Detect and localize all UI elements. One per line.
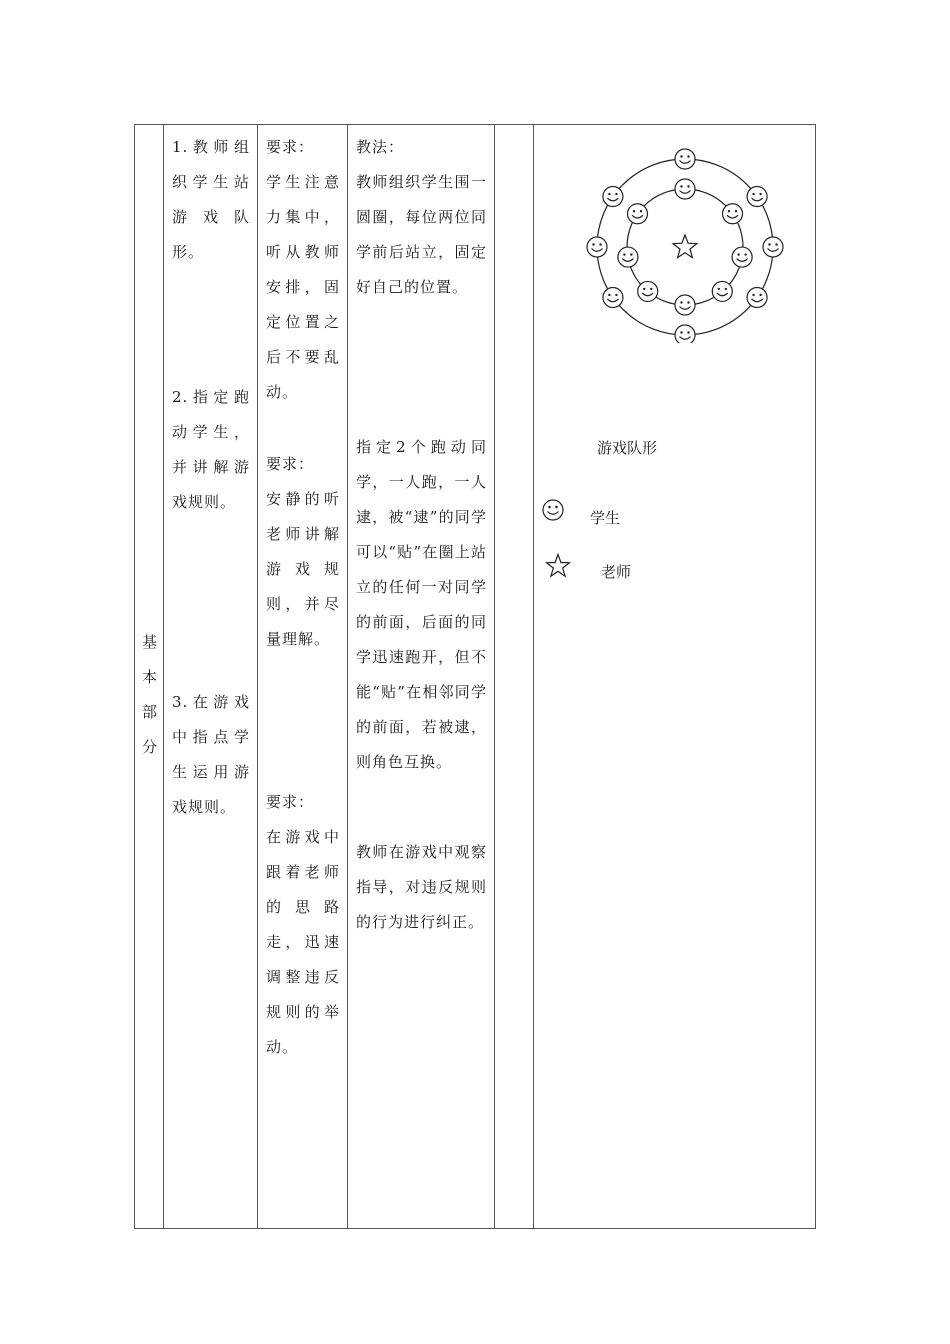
requirement-block-1 [266,130,340,410]
student-smiley-icon [603,187,623,207]
section-label-char: 部 [141,703,157,721]
student-smiley-icon [747,187,767,207]
requirement-title: 要求： [266,455,315,473]
section-label [135,625,164,765]
star-icon [545,553,571,579]
diagram-caption: 游戏队形 [597,439,658,457]
content-item-3: 3.在游戏中指点学生运用游戏规则。 [172,693,250,816]
column-divider [494,125,495,1228]
column-divider [257,125,258,1228]
content-item-2: 2.指定跑动学生，并讲解游戏规则。 [172,388,250,511]
student-smiley-icon [712,281,732,301]
column-divider [533,125,534,1228]
student-faces [587,149,783,343]
requirement-body: 安静的听老师讲解游戏规则，并尽量理解。 [266,490,340,648]
student-smiley-icon [627,204,647,224]
method-body: 教师组织学生围一圆圈，每位两位同学前后站立，固定好自己的位置。 [356,173,487,296]
game-formation-diagram [579,131,799,343]
student-smiley-icon [763,237,783,257]
section-label-char: 分 [141,738,157,756]
student-smiley-icon [747,287,767,307]
requirement-body: 学生注意力集中，听从教师安排，固定位置之后不要乱动。 [266,173,340,401]
teacher-star-icon [673,235,697,258]
requirement-title: 要求： [266,138,315,156]
student-smiley-icon [675,325,695,343]
student-smiley-icon [675,295,695,315]
section-label-char: 本 [141,668,157,686]
student-smiley-icon [587,237,607,257]
content-item-1: 1.教师组织学生站游戏队形。 [172,138,250,261]
requirement-block-2 [266,447,340,657]
student-smiley-icon [638,281,658,301]
lesson-plan-table [134,124,816,1229]
requirement-title: 要求： [266,793,315,811]
method-block-3: 教师在游戏中观察指导，对违反规则的行为进行纠正。 [356,843,487,931]
legend-teacher-label: 老师 [601,563,632,581]
section-label-char: 基 [141,633,157,651]
requirement-block-3 [266,785,340,1065]
student-smiley-icon [618,247,638,267]
legend-student-label: 学生 [590,509,621,527]
student-smiley-icon [603,287,623,307]
student-smiley-icon [732,247,752,267]
student-smiley-icon [723,204,743,224]
method-block-1 [356,130,487,305]
student-smiley-icon [675,149,695,169]
method-title: 教法： [356,138,405,156]
requirement-body: 在游戏中跟着老师的思路走，迅速调整违反规则的举动。 [266,828,340,1056]
smiley-face-icon [541,498,565,522]
method-block-2: 指定2个跑动同学，一人跑，一人逮，被“逮”的同学可以“贴”在圈上站立的任何一对同学的前面，后面的同学迅速跑开，但不能“贴”在相邻同学的前面，若被逮，则角色互换。 [356,438,487,771]
column-divider [347,125,348,1228]
student-smiley-icon [675,179,695,199]
